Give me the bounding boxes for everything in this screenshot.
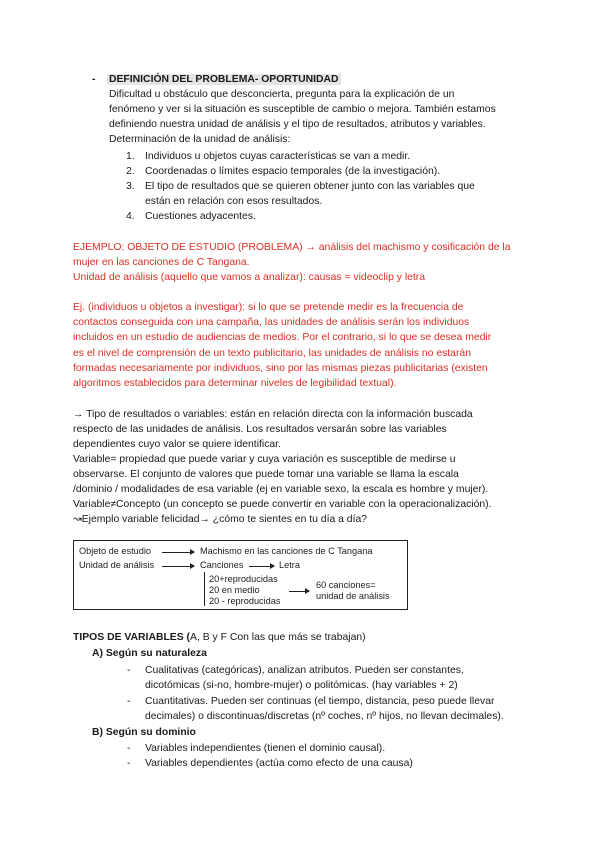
dash: -: [127, 743, 131, 754]
results-line: Variable= propiedad que puede variar y cuya variación es susceptible de medirse u: [73, 454, 456, 465]
tipos-title: [73, 630, 366, 645]
list-item: Cuestiones adyacentes.: [145, 211, 256, 222]
results-line: Variable≠Concepto (un concepto se puede convertir en variable con la operacionalización).: [73, 499, 492, 510]
ej-line: incluidos en un estudio de audiencias de medios. Por el contrario, si lo que se desea medir: [73, 332, 492, 343]
diagram-group: 20 - reproducidas: [209, 596, 281, 606]
list-item: El tipo de resultados que se quieren obtener junto con las variables que: [145, 181, 475, 192]
list-number: 1.: [126, 151, 135, 162]
list-item: Variables dependientes (actúa como efecto de una causa): [145, 758, 413, 769]
section-heading: [107, 72, 341, 87]
results-line: observarse. El conjunto de valores que puede tomar una variable se llama la escala: [73, 469, 459, 480]
arrow-icon: [289, 591, 309, 592]
results-line: ↝Ejemplo variable felicidad→ ¿cómo te sientes en tu día a día?: [73, 514, 368, 525]
tipos-title-rest: A, B y F Con las que más se trabajan): [190, 632, 366, 643]
list-item-continuation: dicotómicas (si-no, hombre-mujer) o politómicas. (hay variables + 2): [145, 680, 458, 691]
section-heading-text: DEFINICIÓN DEL PROBLEMA- OPORTUNIDAD: [109, 74, 339, 85]
dash: -: [127, 665, 131, 676]
diagram-objeto-label: Objeto de estudio: [79, 546, 152, 556]
diagram-unidad-label: Unidad de análisis: [79, 560, 155, 570]
arrow-icon: [162, 566, 194, 567]
diagram-canciones: Canciones: [200, 560, 244, 570]
list-item-continuation: decimales) o discontinuas/discretas (nº coches, nº hijos, no llevan decimales).: [145, 711, 504, 722]
brace-line: [204, 572, 205, 606]
example-line: Unidad de análisis (aquello que vamos a analizar): causas = videoclip y letra: [73, 272, 426, 283]
subsection-heading-b: B) Según su dominio: [92, 727, 196, 738]
list-number: 2.: [126, 166, 135, 177]
list-item-continuation: están en relación con esos resultados.: [145, 196, 323, 207]
list-item: Variables independientes (tienen el dominio causal).: [145, 743, 386, 754]
paragraph-line: fenómeno y ver si la situación es susceptible de cambio o mejora. También estamos: [109, 104, 496, 115]
dash: -: [127, 758, 131, 769]
tipos-title-bold: TIPOS DE VARIABLES (: [73, 632, 191, 643]
example-line: EJEMPLO: OBJETO DE ESTUDIO (PROBLEMA) → análisis del machismo y cosificación de la: [73, 242, 511, 253]
diagram-letra: Letra: [279, 560, 300, 570]
list-item: Individuos u objetos cuyas características se van a medir.: [145, 151, 411, 162]
subsection-heading-a: A) Según su naturaleza: [92, 648, 207, 659]
example-line: mujer en las canciones de C Tangana.: [73, 257, 250, 268]
arrow-icon: [249, 566, 274, 567]
paragraph-line: Dificultad u obstáculo que desconcierta, pregunta para la explicación de un: [109, 89, 455, 100]
list-number: 4.: [126, 211, 135, 222]
ej-line: algoritmos establecidos para determinar niveles de legibilidad textual).: [73, 378, 397, 389]
diagram-group: 20 en medio: [209, 585, 260, 595]
list-number: 3.: [126, 181, 135, 192]
ej-line: contactos conseguida con una campaña, las unidades de análisis serán los individuos: [73, 317, 470, 328]
dash: -: [127, 696, 131, 707]
diagram-box: [73, 540, 408, 610]
results-line: /dominio / modalidades de esa variable (ej en variable sexo, la escala es hombre y mujer).: [73, 484, 489, 495]
diagram-result: 60 canciones=: [316, 580, 376, 590]
ej-line: Ej. (individuos u objetos a investigar): si lo que se pretende medir es la frecuencia de: [73, 302, 464, 313]
results-line: dependientes cuyo valor se quiere identificar.: [73, 439, 281, 450]
heading-bullet: -: [92, 74, 96, 85]
ej-line: formadas necesariamente por individuos, sino por las mismas piezas publicitarias (existen: [73, 363, 488, 374]
list-item: Cualitativas (categóricas), analizan atributos. Pueden ser constantes,: [145, 665, 464, 676]
arrow-icon: [162, 552, 194, 553]
list-item: Cuantitativas. Pueden ser continuas (el tiempo, distancia, peso puede llevar: [145, 696, 495, 707]
paragraph-line: Determinación de la unidad de análisis:: [109, 134, 291, 145]
ej-line: es el nivel de comprensión de un texto publicitario, las unidades de análisis no estarán: [73, 348, 471, 359]
results-line: → Tipo de resultados o variables: están en relación directa con la información buscada: [73, 409, 473, 420]
results-line: respecto de las unidades de análisis. Los resultados versarán sobre las variables: [73, 424, 447, 435]
diagram-result: unidad de análisis: [316, 591, 390, 601]
paragraph-line: definiendo nuestra unidad de análisis y el tipo de resultados, atributos y variables.: [109, 119, 486, 130]
diagram-group: 20+reproducidas: [209, 574, 278, 584]
list-item: Coordenadas o límites espacio temporales (de la investigación).: [145, 166, 441, 177]
diagram-objeto-value: Machismo en las canciones de C Tangana: [200, 546, 373, 556]
